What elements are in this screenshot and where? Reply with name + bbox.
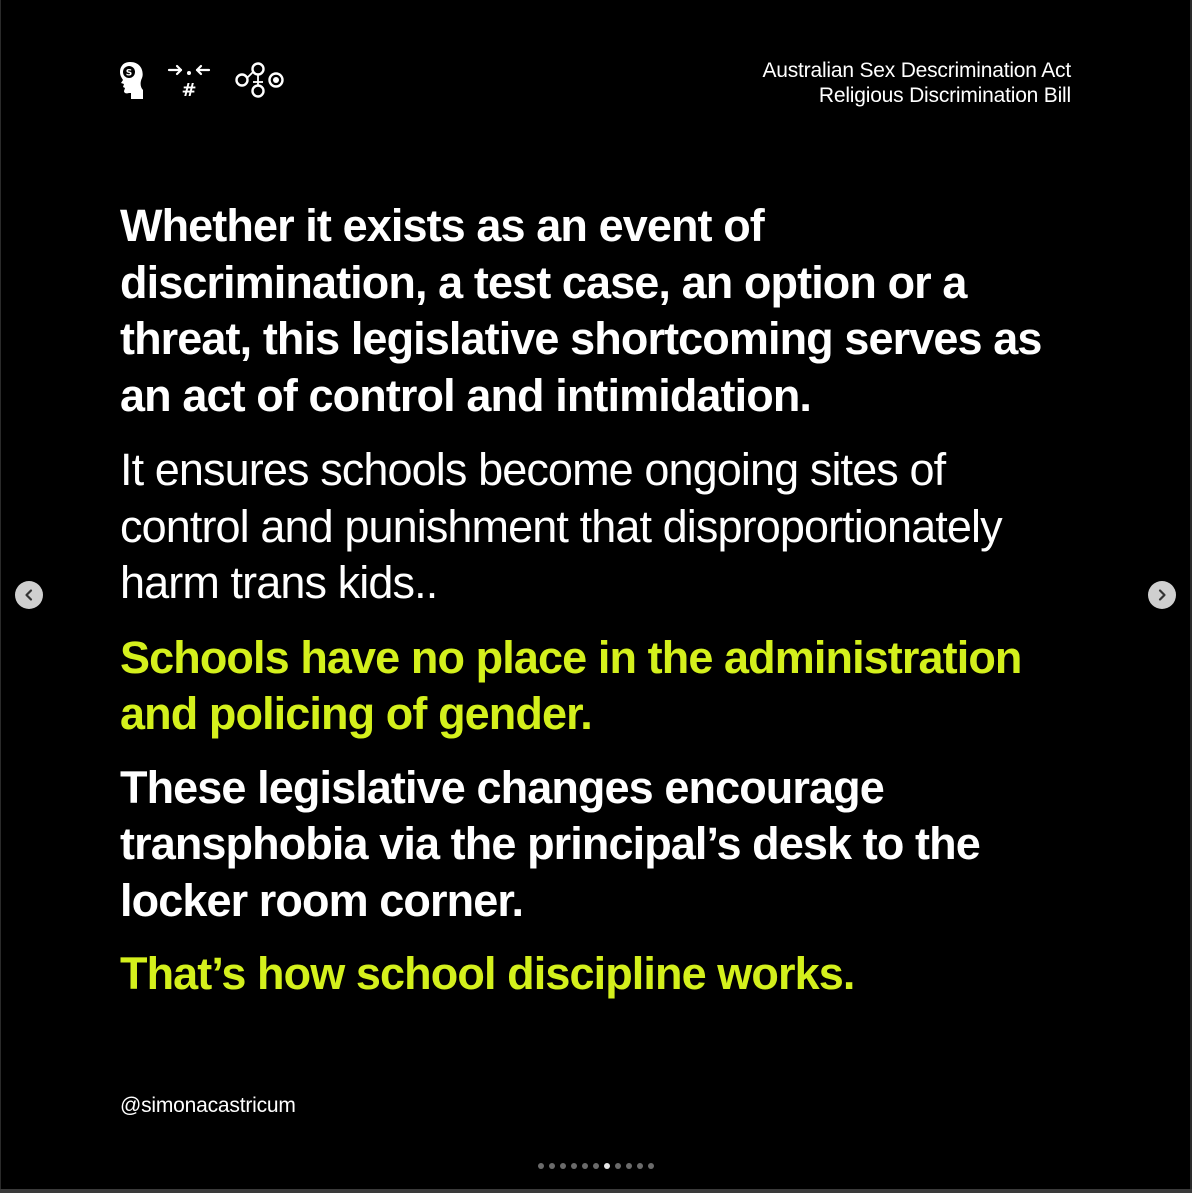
slide-header: [762, 58, 1071, 108]
svg-text:S: S: [125, 68, 133, 79]
converging-arrows-hash-logo-icon: [166, 60, 212, 100]
svg-text:#: #: [181, 80, 197, 100]
pagination-dot[interactable]: [593, 1163, 599, 1169]
frame-edge: [0, 0, 1, 1193]
brand-logos: [118, 58, 286, 102]
pagination-dot[interactable]: [637, 1163, 643, 1169]
paragraph-4: These legislative changes encourage transphobia via the principal’s desk to the locker room corner.: [120, 761, 980, 926]
pagination-dot-active[interactable]: [604, 1163, 610, 1169]
pagination-dot[interactable]: [571, 1163, 577, 1169]
chevron-left-icon: [22, 588, 36, 602]
slide-body: [120, 198, 1080, 1003]
paragraph-3-highlight: Schools have no place in the administration and policing of gender.: [120, 631, 1022, 739]
header-title-line1: Australian Sex Descrimination Act: [762, 59, 1071, 82]
bottom-divider: [0, 1189, 1192, 1193]
carousel-pagination: [538, 1163, 654, 1169]
pagination-dot[interactable]: [582, 1163, 588, 1169]
paragraph-1: Whether it exists as an event of discrimination, a test case, an option or a threat, this legislative shortcoming serves as an act of control and intimidation.: [120, 200, 1042, 421]
paragraph-2: It ensures schools become ongoing sites of control and punishment that disproportionately harm trans kids..: [120, 444, 1002, 608]
pagination-dot[interactable]: [538, 1163, 544, 1169]
circle-cluster-logo-icon: [234, 60, 286, 100]
pagination-dot[interactable]: [560, 1163, 566, 1169]
pagination-dot[interactable]: [549, 1163, 555, 1169]
pagination-dot[interactable]: [626, 1163, 632, 1169]
next-slide-button[interactable]: [1148, 581, 1176, 609]
previous-slide-button[interactable]: [15, 581, 43, 609]
author-handle: @simonacastricum: [120, 1094, 296, 1117]
chevron-right-icon: [1155, 588, 1169, 602]
header-title-line2: Religious Discrimination Bill: [818, 84, 1071, 107]
paragraph-5-highlight: That’s how school discipline works.: [120, 948, 855, 999]
head-profile-logo-icon: [118, 60, 144, 100]
pagination-dot[interactable]: [615, 1163, 621, 1169]
pagination-dot[interactable]: [648, 1163, 654, 1169]
